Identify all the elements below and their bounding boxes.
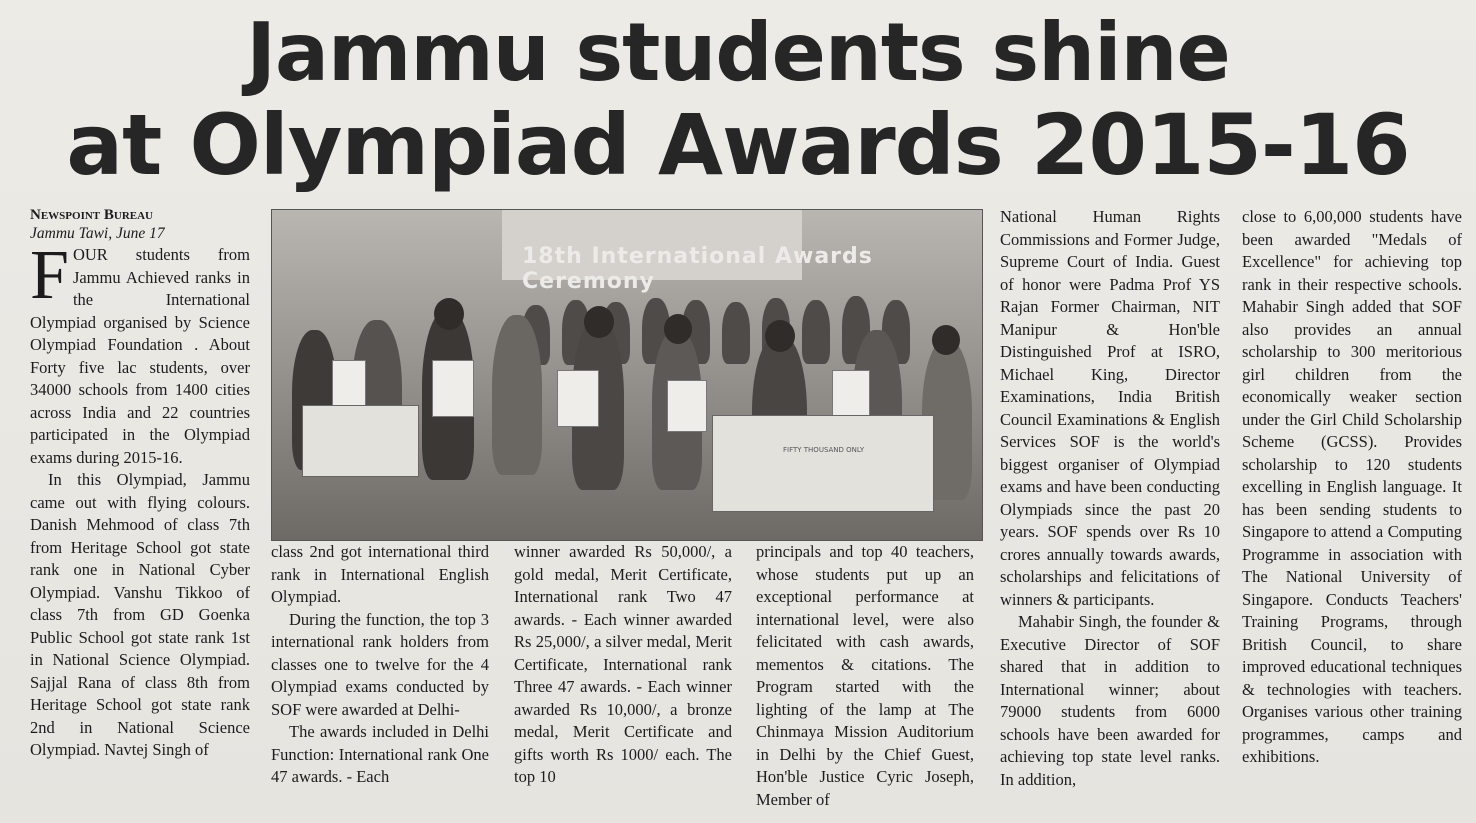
paragraph: During the function, the top 3 international rank holders from classes one to twelve for the 4 Olympiad exams conducted by SOF were awarded at Delhi- xyxy=(271,609,489,719)
article-column-4 xyxy=(756,541,974,811)
stage-banner-text: 18th International Awards Ceremony xyxy=(522,244,873,294)
paragraph: close to 6,00,000 students have been awarded "Medals of Excellence" for achieving top rank in their respective schools. Mahabir Singh added that SOF also provides an annual scholarship to 300 meritorious girl children from the economically weaker section under the Girl Child Scholarship Scheme (GCSS). Provides scholarship to 120 students excelling in English language. It has been sending students to Singapore to attend a Computing Programme in association with The National University of Singapore. Conducts Teachers' Training Programs, through British Council, to share improved educational techniques & technologies with teachers. Organises various other training programmes, camps and exhibitions. xyxy=(1242,207,1462,766)
article-column-2 xyxy=(271,541,489,789)
award-ceremony-photo xyxy=(271,209,983,541)
article-column-5 xyxy=(1000,206,1220,791)
headline-line-2: at Olympiad Awards 2015-16 xyxy=(66,96,1410,194)
article-column-1 xyxy=(30,206,250,762)
cheque-board xyxy=(712,415,934,512)
paragraph: Mahabir Singh, the founder & Executive Director of SOF shared that in addition to International winner; about 79000 students from 6000 schools have been awarded for achieving top state level ranks. In addition, xyxy=(1000,612,1220,789)
paragraph: principals and top 40 teachers, whose students put up an exceptional performance at international level, were also felicitated with cash awards, mementos & citations. The Program started with the lighting of the lamp at The Chinmaya Mission Auditorium in Delhi by the Chief Guest, Hon'ble Justice Cyric Joseph, Member of xyxy=(756,542,974,809)
drop-cap: F xyxy=(30,237,69,314)
cheque-board xyxy=(302,405,419,477)
headline-line-1: Jammu students shine xyxy=(246,6,1230,99)
article-column-3 xyxy=(514,541,732,789)
paragraph: OUR students from Jammu Achieved ranks in the International Olympiad organised by Science Olympiad Foundation . About Forty five lac students, over 34000 schools from 1400 cities across India and 22 countries participated in the Olympiad exams during 2015-16. xyxy=(30,245,250,467)
paragraph: winner awarded Rs 50,000/, a gold medal, Merit Certificate, International rank Two 47 awards. - Each winner awarded Rs 25,000/, a silver medal, Merit Certificate, International rank Three 47 awards. - Each winner awarded Rs 10,000/, a bronze medal, Merit Certificate and gifts worth Rs 1000/ each. The top 10 xyxy=(514,542,732,786)
byline: Newspoint Bureau xyxy=(30,207,153,223)
paragraph: The awards included in Delhi Function: International rank One 47 awards. - Each xyxy=(271,722,489,786)
paragraph: National Human Rights Commissions and Former Judge, Supreme Court of India. Guest of honor were Padma Prof YS Rajan Former Chairman, NIT Manipur & Hon'ble Distinguished Prof at ISRO, Michael King, Director Examinations, India British Council Examinations & English Services SOF is the world's biggest organiser of Olympiad exams and have been conducting Olympiads since the past 20 years. SOF spends over Rs 10 crores annually towards awards, scholarships and felicitations of winners & participants. xyxy=(1000,207,1220,609)
paragraph: In this Olympiad, Jammu came out with flying colours. Danish Mehmood of class 7th from Heritage School got state rank one in National Cyber Olympiad. Vanshu Tikkoo of class 7th from GD Goenka Public School got state rank 1st in National Science Olympiad. Sajjal Rana of class 8th from Heritage School got state rank 2nd in National Science Olympiad. Navtej Singh of xyxy=(30,470,250,759)
article-column-6 xyxy=(1242,206,1462,769)
cheque-amount-text: FIFTY THOUSAND ONLY xyxy=(783,446,865,454)
dateline: Jammu Tawi, June 17 xyxy=(30,225,165,242)
paragraph: class 2nd got international third rank in International English Olympiad. xyxy=(271,542,489,606)
